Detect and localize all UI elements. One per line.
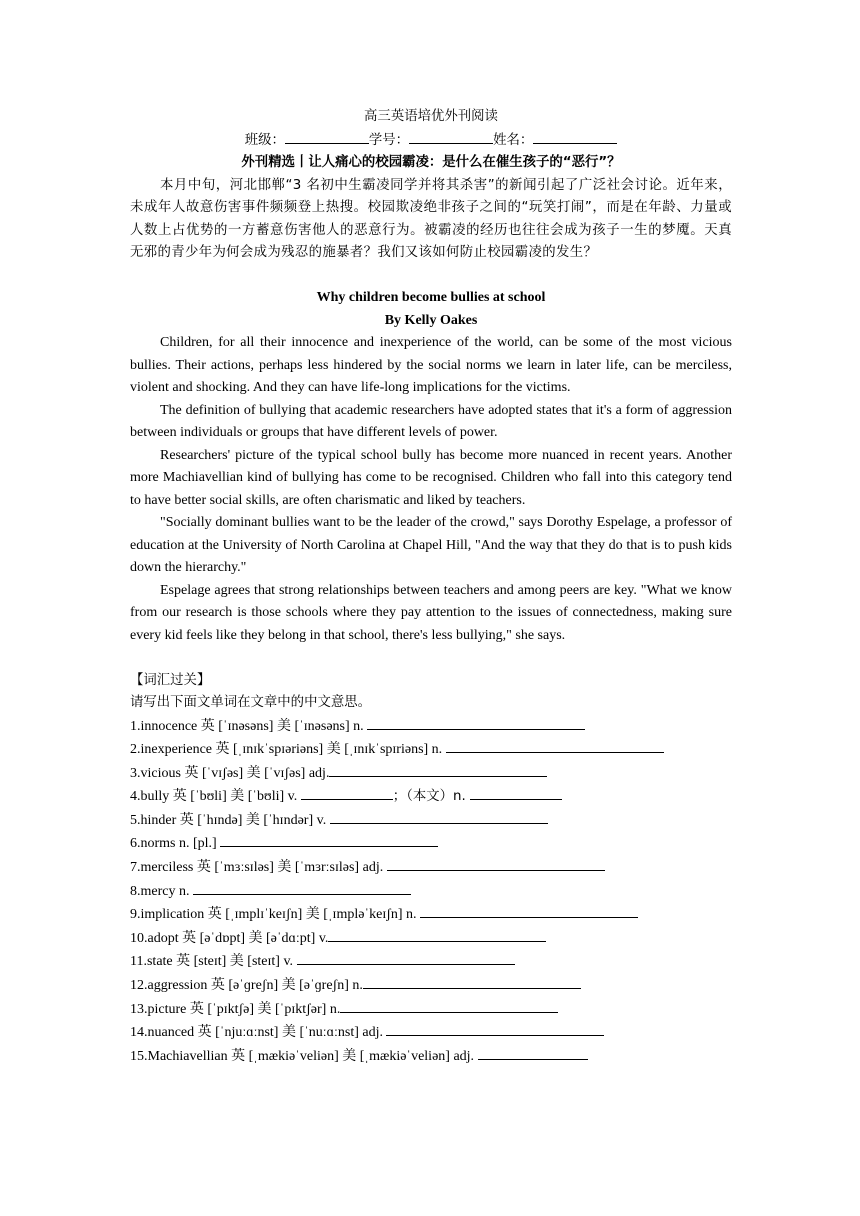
answer-blank[interactable] [297,950,515,965]
vocab-item: 9.implication 英 [ˌɪmplɪˈkeɪʃn] 美 [ˌɪmpləˈkeɪʃn] n. [130,903,732,927]
answer-blank[interactable] [478,1045,588,1060]
vocab-item: 8.mercy n. [130,880,732,904]
article-paragraph: "Socially dominant bullies want to be the leader of the crowd," says Dorothy Espelage, a professor of education at the University of North Carolina at Chapel Hill, "And the way that they do that is to push kids down the hierarchy." [130,515,732,575]
answer-blank[interactable] [420,903,638,918]
article-paragraph: Researchers' picture of the typical school bully has become more nuanced in recent years. Another more Machiavellian kind of bullying has come to be recognised. Children who fall into this category tend to have better social skills, are often charismatic and liked by teachers. [130,447,732,508]
name-field[interactable] [533,129,617,144]
vocab-instruction: 请写出下面文单词在文章中的中文意思。 [130,695,372,710]
class-label: 班级： [244,132,285,148]
vocab-item: 15.Machiavellian 英 [ˌmækiəˈveliən] 美 [ˌmækiəˈveliən] adj. [130,1045,732,1069]
vocab-item: 11.state 英 [steɪt] 美 [steɪt] v. [130,950,732,974]
vocab-item: 6.norms n. [pl.] [130,832,732,856]
answer-blank[interactable] [446,738,664,753]
answer-blank[interactable] [328,927,546,942]
answer-blank[interactable] [340,998,558,1013]
chinese-intro: 本月中旬，河北邯郸“3 名初中生霸凌同学并将其杀害”的新闻引起了广泛社会讨论。近年来，未成年人故意伤害事件频频登上热搜。校园欺凌绝非孩子之间的“玩笑打闹”，而是在年龄、力量或人数上占优势的一方蓄意伤害他人的恶意行为。被霸凌的经历也往往会成为孩子一生的梦魇。天真无邪的青少年为何会成为残忍的施暴者？我们又该如何防止校园霸凌的发生？ [130,177,732,260]
vocab-item: 3.vicious 英 [ˈvɪʃəs] 美 [ˈvɪʃəs] adj. [130,762,732,786]
article-paragraph: Children, for all their innocence and inexperience of the world, can be some of the most vicious bullies. Their actions, perhaps less hindered by the social norms we learn in later life, can be merciless, violent and shocking. And they can have life-long implications for the victims. [130,335,732,395]
vocab-item: 2.inexperience 英 [ˌɪnɪkˈspɪəriəns] 美 [ˌɪnɪkˈspɪriəns] n. [130,738,732,762]
answer-blank[interactable] [220,832,438,847]
answer-blank[interactable] [363,974,581,989]
vocab-item: 5.hinder 英 [ˈhɪndə] 美 [ˈhɪndər] v. [130,809,732,833]
vocab-heading: 【词汇过关】 [130,672,211,688]
vocab-item: 4.bully 英 [ˈbʊli] 美 [ˈbʊli] v. ；（本文）n. [130,785,732,809]
chinese-headline: 外刊精选丨让人痛心的校园霸凌：是什么在催生孩子的“恶行”？ [241,155,621,170]
answer-blank[interactable] [387,856,605,871]
vocab-item: 7.merciless 英 [ˈmɜːsɪləs] 美 [ˈmɜrːsɪləs] adj. [130,856,732,880]
answer-blank[interactable] [193,880,411,895]
article-title: Why children become bullies at school [316,290,546,305]
answer-blank[interactable] [330,809,548,824]
answer-blank[interactable] [301,785,393,800]
worksheet-title: 高三英语培优外刊阅读 [364,109,498,124]
article-paragraph: The definition of bullying that academic researchers have adopted states that it's a form of aggression between individuals or groups that have different levels of power. [130,402,732,440]
student-id-label: 学号： [368,132,410,148]
vocab-item: 1.innocence 英 [ˈɪnəsəns] 美 [ˈɪnəsəns] n. [130,715,732,739]
vocab-item: 14.nuanced 英 [ˈnjuːɑːnst] 美 [ˈnuːɑːnst] adj. [130,1021,732,1045]
vocab-item: 10.adopt 英 [əˈdɒpt] 美 [əˈdɑːpt] v. [130,927,732,951]
answer-blank[interactable] [367,715,585,730]
vocab-item: 12.aggression 英 [əˈɡreʃn] 美 [əˈɡreʃn] n. [130,974,732,998]
vocab-item: 13.picture 英 [ˈpɪktʃə] 美 [ˈpɪktʃər] n. [130,998,732,1022]
student-id-field[interactable] [409,129,493,144]
article-byline: By Kelly Oakes [384,312,478,328]
student-info-line [130,129,732,153]
answer-blank[interactable] [386,1021,604,1036]
class-field[interactable] [285,129,369,144]
name-label: 姓名： [493,132,534,148]
answer-blank[interactable] [329,762,547,777]
answer-blank[interactable] [470,785,562,800]
worksheet-page [130,106,732,1068]
article-paragraph: Espelage agrees that strong relationships between teachers and among peers are key. "What we know from our research is those schools where they pay attention to the issues of connectedness, making sure every kid feels like they belong in that school, there's less bullying," she says. [130,582,732,643]
